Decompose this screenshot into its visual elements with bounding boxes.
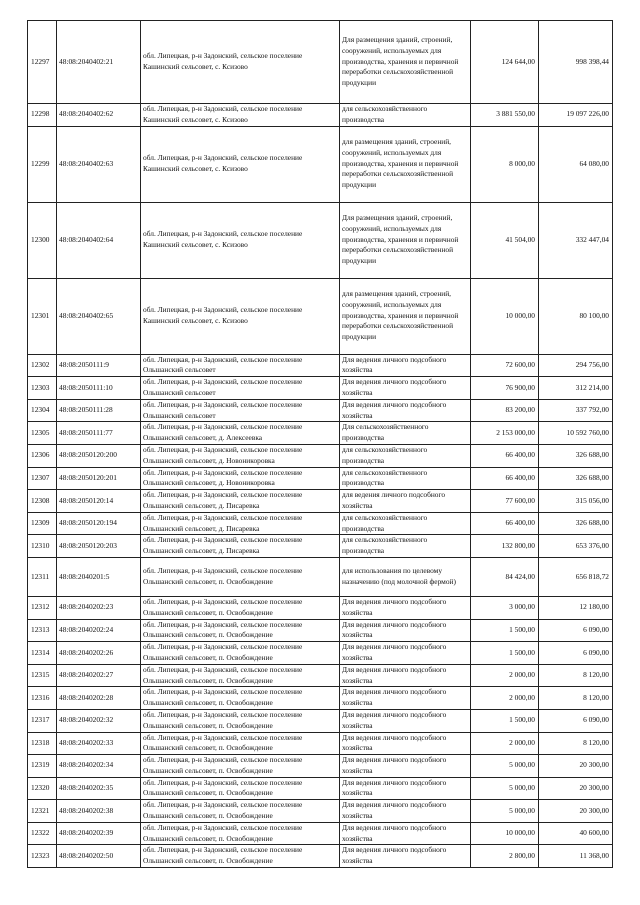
cadastral-number: 48:08:2040202:23 — [57, 596, 141, 619]
permitted-use: Для ведения личного подсобного хозяйства — [340, 800, 471, 823]
cadastral-number: 48:08:2040202:32 — [57, 709, 141, 732]
cadastral-number: 48:08:2040202:50 — [57, 845, 141, 868]
cadastral-number: 48:08:2040402:62 — [57, 104, 141, 127]
row-number: 12320 — [28, 777, 57, 800]
address: обл. Липецкая, р-н Задонский, сельское поселение Ольшанский сельсовет, д. Писаревка — [141, 490, 340, 513]
area: 2 000,00 — [471, 732, 539, 755]
cadastral-number: 48:08:2040202:33 — [57, 732, 141, 755]
row-number: 12316 — [28, 687, 57, 710]
address: обл. Липецкая, р-н Задонский, сельское поселение Ольшанский сельсовет, п. Освобождение — [141, 664, 340, 687]
area: 3 881 550,00 — [471, 104, 539, 127]
land-plots-table — [27, 20, 613, 868]
area: 2 000,00 — [471, 664, 539, 687]
table-row — [28, 557, 613, 596]
cadastral-number: 48:08:2040402:21 — [57, 21, 141, 104]
row-number: 12301 — [28, 278, 57, 354]
address: обл. Липецкая, р-н Задонский, сельское поселение Ольшанский сельсовет — [141, 399, 340, 422]
permitted-use: для сельскохозяйственного производства — [340, 512, 471, 535]
row-number: 12299 — [28, 126, 57, 202]
cadastral-number: 48:08:2050120:14 — [57, 490, 141, 513]
table-row — [28, 104, 613, 127]
cadastral-number: 48:08:2040402:63 — [57, 126, 141, 202]
area: 2 800,00 — [471, 845, 539, 868]
cadastral-value: 332 447,04 — [539, 202, 613, 278]
permitted-use: Для ведения личного подсобного хозяйства — [340, 777, 471, 800]
permitted-use: для размещения зданий, строений, сооружений, используемых для производства, хранения и первичной переработки сельскохозяйственной продукции — [340, 278, 471, 354]
permitted-use: для сельскохозяйственного производства — [340, 104, 471, 127]
area: 1 500,00 — [471, 619, 539, 642]
address: обл. Липецкая, р-н Задонский, сельское поселение Ольшанский сельсовет, п. Освобождение — [141, 619, 340, 642]
cadastral-value: 653 376,00 — [539, 535, 613, 558]
permitted-use: для сельскохозяйственного производства — [340, 467, 471, 490]
area: 41 504,00 — [471, 202, 539, 278]
row-number: 12317 — [28, 709, 57, 732]
row-number: 12312 — [28, 596, 57, 619]
table-row — [28, 21, 613, 104]
permitted-use: Для размещения зданий, строений, сооружений, используемых для производства, хранения и первичной переработки сельскохозяйственной продукции — [340, 21, 471, 104]
table-row — [28, 596, 613, 619]
address: обл. Липецкая, р-н Задонский, сельское поселение Ольшанский сельсовет, д. Новоникоровка — [141, 467, 340, 490]
table-row — [28, 377, 613, 400]
cadastral-value: 326 688,00 — [539, 444, 613, 467]
cadastral-value: 312 214,00 — [539, 377, 613, 400]
area: 3 000,00 — [471, 596, 539, 619]
table-row — [28, 800, 613, 823]
permitted-use: Для ведения личного подсобного хозяйства — [340, 642, 471, 665]
cadastral-value: 6 090,00 — [539, 709, 613, 732]
cadastral-value: 20 300,00 — [539, 800, 613, 823]
area: 77 600,00 — [471, 490, 539, 513]
cadastral-number: 48:08:2050111:9 — [57, 354, 141, 377]
row-number: 12318 — [28, 732, 57, 755]
cadastral-value: 40 600,00 — [539, 822, 613, 845]
address: обл. Липецкая, р-н Задонский, сельское поселение Ольшанский сельсовет — [141, 377, 340, 400]
cadastral-value: 656 818,72 — [539, 557, 613, 596]
address: обл. Липецкая, р-н Задонский, сельское поселение Ольшанский сельсовет, п. Освобождение — [141, 642, 340, 665]
table-row — [28, 354, 613, 377]
cadastral-number: 48:08:2040202:27 — [57, 664, 141, 687]
table-row — [28, 709, 613, 732]
area: 5 000,00 — [471, 777, 539, 800]
table-row — [28, 755, 613, 778]
cadastral-value: 998 398,44 — [539, 21, 613, 104]
cadastral-number: 48:08:2040202:39 — [57, 822, 141, 845]
cadastral-value: 20 300,00 — [539, 755, 613, 778]
address: обл. Липецкая, р-н Задонский, сельское поселение Кашинский сельсовет, с. Ксизово — [141, 21, 340, 104]
cadastral-number: 48:08:2050120:203 — [57, 535, 141, 558]
area: 66 400,00 — [471, 467, 539, 490]
cadastral-number: 48:08:2040402:65 — [57, 278, 141, 354]
cadastral-value: 8 120,00 — [539, 687, 613, 710]
cadastral-number: 48:08:2040202:24 — [57, 619, 141, 642]
permitted-use: Для ведения личного подсобного хозяйства — [340, 619, 471, 642]
table-row — [28, 490, 613, 513]
address: обл. Липецкая, р-н Задонский, сельское поселение Ольшанский сельсовет, п. Освобождение — [141, 709, 340, 732]
cadastral-number: 48:08:2050120:194 — [57, 512, 141, 535]
area: 1 500,00 — [471, 642, 539, 665]
area: 72 600,00 — [471, 354, 539, 377]
table-row — [28, 619, 613, 642]
area: 2 000,00 — [471, 687, 539, 710]
area: 1 500,00 — [471, 709, 539, 732]
row-number: 12311 — [28, 557, 57, 596]
address: обл. Липецкая, р-н Задонский, сельское поселение Ольшанский сельсовет, п. Освобождение — [141, 800, 340, 823]
cadastral-value: 12 180,00 — [539, 596, 613, 619]
permitted-use: Для размещения зданий, строений, сооружений, используемых для производства, хранения и первичной переработки сельскохозяйственной продукции — [340, 202, 471, 278]
cadastral-value: 80 100,00 — [539, 278, 613, 354]
row-number: 12307 — [28, 467, 57, 490]
permitted-use: для ведения личного подсобного хозяйства — [340, 490, 471, 513]
area: 2 153 000,00 — [471, 422, 539, 445]
cadastral-number: 48:08:2050111:28 — [57, 399, 141, 422]
permitted-use: для размещения зданий, строений, сооружений, используемых для производства, хранения и первичной переработки сельскохозяйственной продукции — [340, 126, 471, 202]
permitted-use: Для ведения личного подсобного хозяйства — [340, 732, 471, 755]
cadastral-value: 6 090,00 — [539, 642, 613, 665]
address: обл. Липецкая, р-н Задонский, сельское поселение Ольшанский сельсовет, д. Новоникоровка — [141, 444, 340, 467]
permitted-use: Для ведения личного подсобного хозяйства — [340, 687, 471, 710]
cadastral-value: 315 056,00 — [539, 490, 613, 513]
table-row — [28, 444, 613, 467]
area: 83 200,00 — [471, 399, 539, 422]
row-number: 12314 — [28, 642, 57, 665]
row-number: 12303 — [28, 377, 57, 400]
table-row — [28, 512, 613, 535]
address: обл. Липецкая, р-н Задонский, сельское поселение Кашинский сельсовет, с. Ксизово — [141, 202, 340, 278]
row-number: 12322 — [28, 822, 57, 845]
permitted-use: Для ведения личного подсобного хозяйства — [340, 755, 471, 778]
area: 66 400,00 — [471, 512, 539, 535]
row-number: 12297 — [28, 21, 57, 104]
cadastral-value: 294 756,00 — [539, 354, 613, 377]
address: обл. Липецкая, р-н Задонский, сельское поселение Ольшанский сельсовет, д. Писаревка — [141, 535, 340, 558]
area: 10 000,00 — [471, 822, 539, 845]
permitted-use: Для ведения личного подсобного хозяйства — [340, 845, 471, 868]
address: обл. Липецкая, р-н Задонский, сельское поселение Ольшанский сельсовет, п. Освобождение — [141, 845, 340, 868]
cadastral-value: 11 368,00 — [539, 845, 613, 868]
address: обл. Липецкая, р-н Задонский, сельское поселение Ольшанский сельсовет, д. Алексеевка — [141, 422, 340, 445]
permitted-use: для сельскохозяйственного производства — [340, 535, 471, 558]
address: обл. Липецкая, р-н Задонский, сельское поселение Ольшанский сельсовет, п. Освобождение — [141, 596, 340, 619]
cadastral-number: 48:08:2050120:200 — [57, 444, 141, 467]
cadastral-value: 6 090,00 — [539, 619, 613, 642]
row-number: 12309 — [28, 512, 57, 535]
table-row — [28, 822, 613, 845]
permitted-use: Для ведения личного подсобного хозяйства — [340, 354, 471, 377]
address: обл. Липецкая, р-н Задонский, сельское поселение Кашинский сельсовет, с. Ксизово — [141, 126, 340, 202]
row-number: 12302 — [28, 354, 57, 377]
permitted-use: Для ведения личного подсобного хозяйства — [340, 822, 471, 845]
cadastral-number: 48:08:2040202:28 — [57, 687, 141, 710]
address: обл. Липецкая, р-н Задонский, сельское поселение Кашинский сельсовет, с. Ксизово — [141, 104, 340, 127]
permitted-use: Для ведения личного подсобного хозяйства — [340, 709, 471, 732]
cadastral-value: 10 592 760,00 — [539, 422, 613, 445]
cadastral-number: 48:08:2040202:34 — [57, 755, 141, 778]
table-row — [28, 687, 613, 710]
permitted-use: Для ведения личного подсобного хозяйства — [340, 596, 471, 619]
table-row — [28, 467, 613, 490]
area: 8 000,00 — [471, 126, 539, 202]
permitted-use: Для ведения личного подсобного хозяйства — [340, 377, 471, 400]
address: обл. Липецкая, р-н Задонский, сельское поселение Ольшанский сельсовет, п. Освобождение — [141, 732, 340, 755]
row-number: 12300 — [28, 202, 57, 278]
row-number: 12321 — [28, 800, 57, 823]
table-row — [28, 732, 613, 755]
row-number: 12315 — [28, 664, 57, 687]
cadastral-number: 48:08:2040201:5 — [57, 557, 141, 596]
table-row — [28, 202, 613, 278]
area: 5 000,00 — [471, 800, 539, 823]
area: 10 000,00 — [471, 278, 539, 354]
permitted-use: для использования по целевому назначению (под молочной фермой) — [340, 557, 471, 596]
cadastral-value: 19 097 226,00 — [539, 104, 613, 127]
table-row — [28, 126, 613, 202]
area: 84 424,00 — [471, 557, 539, 596]
table-row — [28, 664, 613, 687]
cadastral-value: 337 792,00 — [539, 399, 613, 422]
address: обл. Липецкая, р-н Задонский, сельское поселение Ольшанский сельсовет, п. Освобождение — [141, 777, 340, 800]
cadastral-number: 48:08:2040202:35 — [57, 777, 141, 800]
permitted-use: Для сельскохозяйственного производства — [340, 422, 471, 445]
cadastral-value: 8 120,00 — [539, 664, 613, 687]
row-number: 12298 — [28, 104, 57, 127]
row-number: 12323 — [28, 845, 57, 868]
area: 5 000,00 — [471, 755, 539, 778]
row-number: 12310 — [28, 535, 57, 558]
cadastral-number: 48:08:2040202:38 — [57, 800, 141, 823]
cadastral-value: 8 120,00 — [539, 732, 613, 755]
address: обл. Липецкая, р-н Задонский, сельское поселение Ольшанский сельсовет, п. Освобождение — [141, 755, 340, 778]
address: обл. Липецкая, р-н Задонский, сельское поселение Ольшанский сельсовет, д. Писаревка — [141, 512, 340, 535]
row-number: 12305 — [28, 422, 57, 445]
cadastral-number: 48:08:2050111:10 — [57, 377, 141, 400]
address: обл. Липецкая, р-н Задонский, сельское поселение Ольшанский сельсовет — [141, 354, 340, 377]
area: 66 400,00 — [471, 444, 539, 467]
table-body — [28, 21, 613, 868]
table-row — [28, 399, 613, 422]
permitted-use: Для ведения личного подсобного хозяйства — [340, 399, 471, 422]
area: 132 800,00 — [471, 535, 539, 558]
table-row — [28, 777, 613, 800]
address: обл. Липецкая, р-н Задонский, сельское поселение Ольшанский сельсовет, п. Освобождение — [141, 557, 340, 596]
area: 124 644,00 — [471, 21, 539, 104]
table-row — [28, 422, 613, 445]
area: 76 900,00 — [471, 377, 539, 400]
row-number: 12308 — [28, 490, 57, 513]
table-row — [28, 845, 613, 868]
cadastral-number: 48:08:2050111:77 — [57, 422, 141, 445]
row-number: 12306 — [28, 444, 57, 467]
address: обл. Липецкая, р-н Задонский, сельское поселение Кашинский сельсовет, с. Ксизово — [141, 278, 340, 354]
cadastral-value: 326 688,00 — [539, 467, 613, 490]
row-number: 12319 — [28, 755, 57, 778]
address: обл. Липецкая, р-н Задонский, сельское поселение Ольшанский сельсовет, п. Освобождение — [141, 822, 340, 845]
cadastral-value: 326 688,00 — [539, 512, 613, 535]
row-number: 12313 — [28, 619, 57, 642]
address: обл. Липецкая, р-н Задонский, сельское поселение Ольшанский сельсовет, п. Освобождение — [141, 687, 340, 710]
cadastral-number: 48:08:2040402:64 — [57, 202, 141, 278]
cadastral-value: 20 300,00 — [539, 777, 613, 800]
cadastral-number: 48:08:2040202:26 — [57, 642, 141, 665]
permitted-use: для сельскохозяйственного производства — [340, 444, 471, 467]
cadastral-value: 64 080,00 — [539, 126, 613, 202]
table-row — [28, 642, 613, 665]
table-row — [28, 535, 613, 558]
cadastral-number: 48:08:2050120:201 — [57, 467, 141, 490]
row-number: 12304 — [28, 399, 57, 422]
permitted-use: Для ведения личного подсобного хозяйства — [340, 664, 471, 687]
table-row — [28, 278, 613, 354]
